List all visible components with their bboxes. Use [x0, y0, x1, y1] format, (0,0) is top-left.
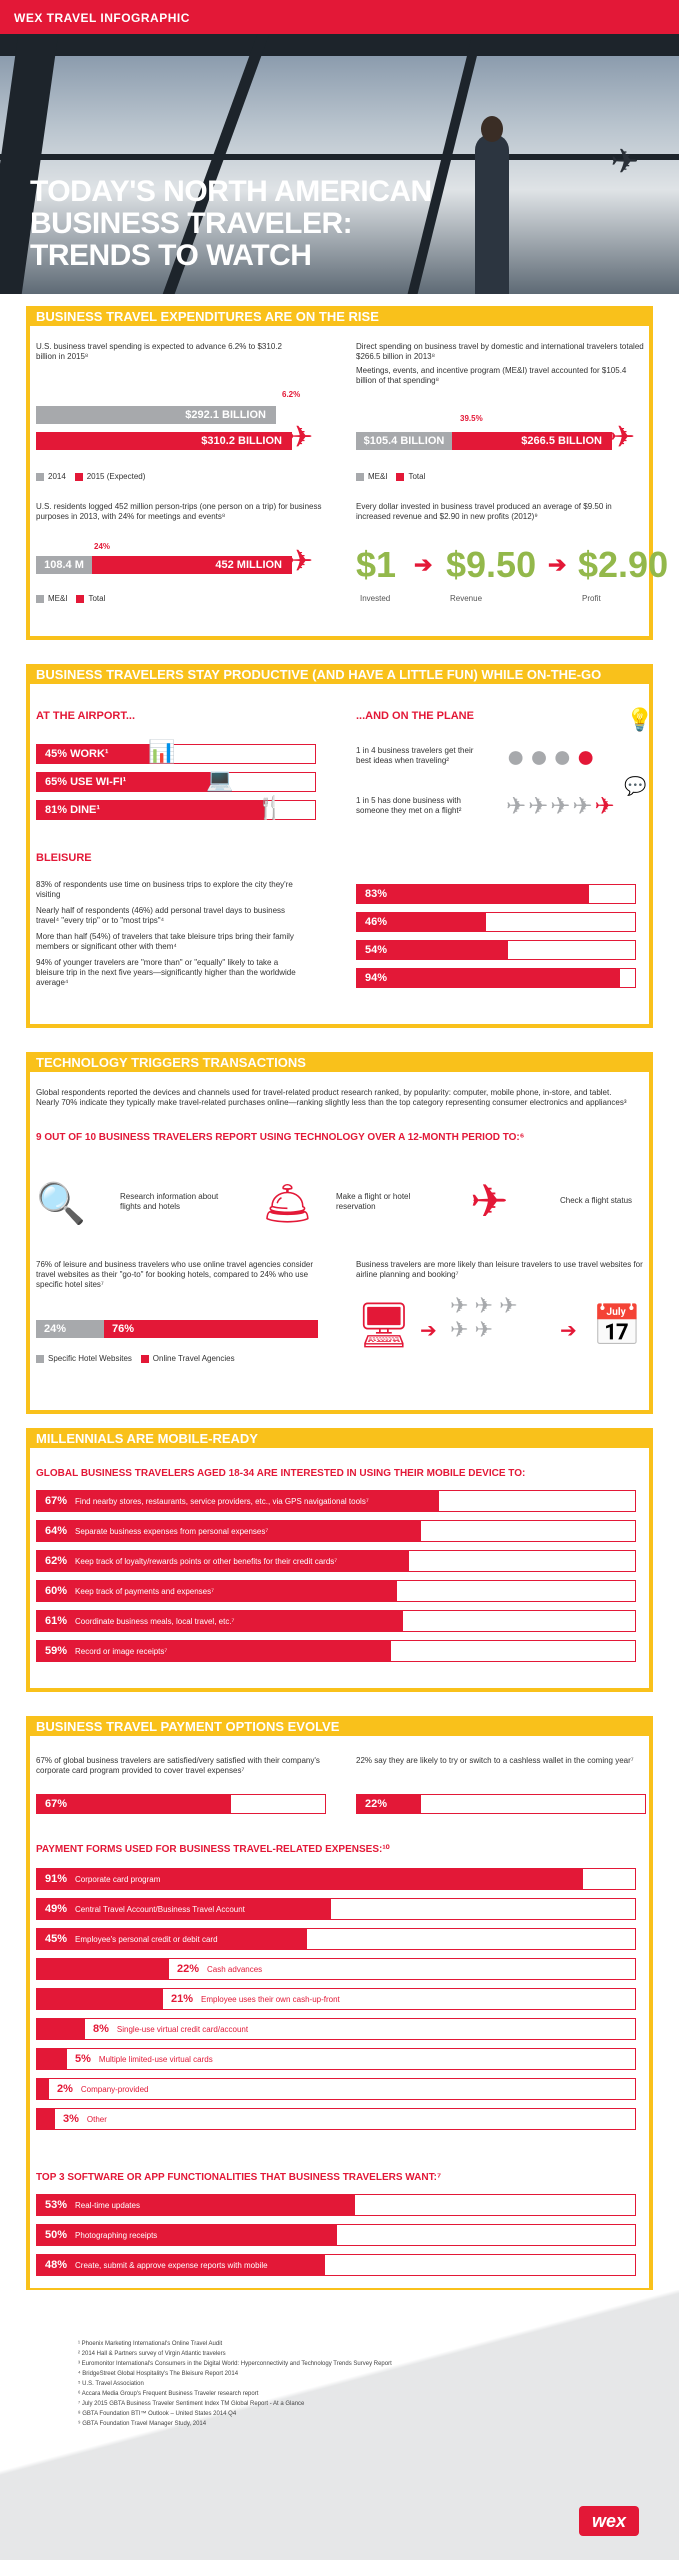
section-header-expenditures: BUSINESS TRAVEL EXPENDITURES ARE ON THE RISE	[26, 306, 653, 326]
payment-row-label-group	[37, 1929, 218, 1949]
hero-title: TODAY'S NORTH AMERICAN BUSINESS TRAVELER: TRENDS TO WATCH	[30, 175, 432, 272]
section-expenditures	[26, 326, 669, 640]
growth-pct: 6.2%	[282, 390, 301, 399]
app-row-fill	[37, 2225, 337, 2245]
bleisure-text: 83% of respondents use time on business trips to explore the city they're visiting	[36, 880, 293, 899]
share-pct: 39.5%	[460, 414, 483, 423]
stat-text: 1 in 4 business travelers get their best ideas when traveling²	[356, 746, 474, 765]
bar-total: $266.5 BILLION	[452, 432, 612, 450]
bar-total: 452 MILLION	[92, 556, 292, 574]
payment-row-label-group	[37, 1869, 160, 1889]
footnote: ⁴ BridgeStreet Global Hospitality's The Bleisure Report 2014	[78, 2371, 239, 2377]
payment-row-label: Cash advances	[207, 1965, 263, 1974]
app-row-label: Create, submit & approve expense reports with mobile	[75, 2261, 268, 2270]
revenue-caption: Revenue	[450, 594, 483, 603]
bleisure-text: 94% of younger travelers are "more than" or "equally" likely to take a bleisure trip in the next five years—significantly higher than the worldwide average⁴	[36, 958, 296, 987]
footnote: ⁸ GBTA Foundation BTI™ Outlook – United States 2014 Q4	[78, 2411, 237, 2417]
tech-use-text: Check a flight status	[560, 1196, 633, 1205]
millennial-row-fill	[37, 1521, 421, 1541]
legend-label: 2015 (Expected)	[86, 472, 146, 481]
payment-row	[36, 2048, 636, 2070]
airplane-icon: ✈	[288, 545, 314, 578]
payment-row-label-group	[163, 1989, 340, 2009]
profit-value: $2.90	[578, 544, 669, 585]
bleisure-bar: 94%	[357, 969, 620, 987]
chart-icon: 📊	[148, 739, 176, 764]
stat-text: Direct spending on business travel by domestic and international travelers totaled $266.5 billion in 2013⁸	[356, 342, 644, 361]
bar-hotel-sites: 24%	[36, 1320, 104, 1338]
footnote: ⁵ U.S. Travel Association	[78, 2381, 144, 2387]
millennial-row-label-group	[37, 1521, 268, 1541]
payment-row	[36, 1898, 636, 1920]
airport-bar-frame	[36, 772, 316, 792]
legend-label: ME&I	[48, 594, 68, 603]
traveler-silhouette	[475, 134, 509, 294]
millennial-row-label: Coordinate business meals, local travel, etc.⁷	[75, 1617, 235, 1626]
magnifier-icon: 🔍	[36, 1182, 86, 1226]
bleisure-bar-frame	[356, 940, 636, 960]
payment-row-label: Multiple limited-use virtual cards	[98, 2055, 213, 2064]
app-row-label: Photographing receipts	[75, 2231, 158, 2240]
app-row	[36, 2194, 636, 2216]
satisfaction-bar: 67%	[37, 1795, 231, 1813]
bar-mei: 108.4 M	[36, 556, 92, 574]
millennial-row-percent: 61%	[45, 1615, 68, 1627]
bleisure-text: More than half (54%) of travelers that take bleisure trips bring their family members or significant other with them⁴	[36, 932, 294, 951]
section-payments	[26, 1736, 653, 2292]
millennial-row	[36, 1490, 636, 1512]
millennial-row-fill	[37, 1641, 391, 1661]
payment-row-fill	[37, 1869, 583, 1889]
arrow-icon: ➔	[560, 1320, 577, 1342]
payment-row-percent: 8%	[93, 2023, 109, 2035]
stat-text: 67% of global business travelers are satisfied/very satisfied with their company's corporate card program provided to cover travel expenses⁷	[36, 1756, 320, 1775]
profit-caption: Profit	[582, 594, 601, 603]
legend-label: Specific Hotel Websites	[48, 1354, 132, 1363]
millennial-row-fill	[37, 1581, 397, 1601]
section-header-payments: BUSINESS TRAVEL PAYMENT OPTIONS EVOLVE	[26, 1716, 653, 1736]
payment-row-label: Company-provided	[80, 2085, 149, 2094]
traveler-head	[481, 116, 503, 142]
bleisure-bar-frame	[356, 884, 636, 904]
payment-row-label: Other	[86, 2115, 107, 2124]
footnote: ⁹ GBTA Foundation Travel Manager Study, 2014	[78, 2421, 207, 2427]
stat-text: Every dollar invested in business travel produced an average of $9.50 in increased revenue and $2.90 in new profits (2012)⁹	[356, 502, 612, 521]
app-row-label-group	[37, 2225, 157, 2245]
legend	[356, 472, 425, 481]
stat-text: U.S. residents logged 452 million person-trips (one person on a trip) for business purposes in 2013, with 24% for meetings and events⁸	[36, 502, 322, 521]
hero-banner	[0, 34, 679, 294]
cashless-bar-frame	[356, 1794, 646, 1814]
bar-online-agencies: 76%	[104, 1320, 318, 1338]
app-row-fill	[37, 2255, 325, 2275]
payment-row-fill	[37, 1929, 307, 1949]
millennial-row-label-group	[37, 1611, 234, 1631]
millennial-row-label-group	[37, 1641, 167, 1661]
plane-heading: ...AND ON THE PLANE	[356, 710, 474, 722]
people-icon: ●●●●	[506, 738, 600, 774]
payment-row	[36, 1928, 636, 1950]
legend	[36, 594, 105, 603]
airport-wifi-bar: 65% USE WI-FI¹	[37, 773, 219, 791]
bleisure-text: Nearly half of respondents (46%) add personal travel days to business travel⁴ "every trip" or to "most trips"⁴	[36, 906, 286, 925]
payment-row-fill	[37, 2109, 55, 2129]
stat-text: U.S. business travel spending is expected to advance 6.2% to $310.2 billion in 2015⁸	[36, 342, 282, 361]
legend-label: Total	[408, 472, 426, 481]
payment-row-label-group	[55, 2109, 107, 2129]
planes-icon: ✈✈✈✈✈	[506, 793, 617, 820]
millennial-row	[36, 1580, 636, 1602]
millennial-row-percent: 64%	[45, 1525, 68, 1537]
millennial-row-fill	[37, 1611, 403, 1631]
bar-2014: $292.1 BILLION	[36, 406, 276, 424]
payment-row	[36, 2018, 636, 2040]
legend-swatch	[141, 1355, 149, 1363]
payment-row-fill	[37, 1899, 331, 1919]
app-row-label-group	[37, 2255, 268, 2275]
payment-row-percent: 21%	[171, 1993, 194, 2005]
app-row-label-group	[37, 2195, 140, 2215]
millennial-row-label-group	[37, 1491, 369, 1511]
payment-row-percent: 22%	[177, 1963, 200, 1975]
bell-icon: 🛎	[262, 1182, 313, 1226]
chat-icon: 💬	[624, 776, 647, 796]
payment-row-label: Corporate card program	[75, 1875, 161, 1884]
laptop-icon: 💻	[206, 767, 234, 792]
legend	[36, 472, 145, 481]
invested-value: $1	[356, 544, 397, 585]
millennial-row-label: Find nearby stores, restaurants, service providers, etc., via GPS navigational tools⁷	[75, 1497, 369, 1506]
cashless-bar: 22%	[357, 1795, 421, 1813]
stat-text: 76% of leisure and business travelers who use online travel agencies consider travel websites as their "go-to" for booking hotels, compared to 24% who use specific hotel sites⁷	[36, 1260, 314, 1289]
millennial-row-percent: 59%	[45, 1645, 68, 1657]
section-productive	[26, 684, 653, 1028]
arrow-icon: ➔	[420, 1320, 437, 1342]
invested-caption: Invested	[360, 594, 391, 603]
legend-label: Online Travel Agencies	[152, 1354, 235, 1363]
satisfaction-bar-frame	[36, 1794, 326, 1814]
stat-text: Business travelers are more likely than leisure travelers to use travel websites for airline planning and booking⁷	[356, 1260, 643, 1279]
millennial-row	[36, 1610, 636, 1632]
millennial-row-label-group	[37, 1551, 337, 1571]
arrow-icon: ➔	[548, 552, 567, 577]
payment-row-percent: 91%	[45, 1873, 68, 1885]
share-pct: 24%	[94, 542, 111, 551]
payment-row-percent: 45%	[45, 1933, 68, 1945]
airport-bar-frame	[36, 744, 316, 764]
millennial-row	[36, 1520, 636, 1542]
millennial-row-fill	[37, 1551, 409, 1571]
browser-search-icon: 🖥	[356, 1301, 412, 1350]
legend-swatch	[396, 473, 404, 481]
intro-text: Global respondents reported the devices and channels used for travel-related product research ranked, by popularity: computer, mobile phone, in-store, and tablet. Nearly 70% indicate they typically make travel-related purchases online—ranking slightly less than the top category representing consumer electronics and appliances³	[36, 1088, 627, 1107]
payment-forms-subheading: PAYMENT FORMS USED FOR BUSINESS TRAVEL-RELATED EXPENSES:¹⁰	[36, 1844, 390, 1855]
payment-row	[36, 1958, 636, 1980]
payment-row-fill	[37, 2049, 67, 2069]
millennial-row-label: Separate business expenses from personal expenses⁷	[75, 1527, 269, 1536]
arrow-icon: ➔	[414, 552, 433, 577]
app-functions-subheading: TOP 3 SOFTWARE OR APP FUNCTIONALITIES THAT BUSINESS TRAVELERS WANT:⁷	[36, 2172, 442, 2183]
window-frame-top	[0, 34, 679, 56]
payment-row-label-group	[37, 1899, 245, 1919]
app-row-percent: 50%	[45, 2229, 68, 2241]
footnote: ¹ Phoenix Marketing International's Online Travel Audit	[78, 2341, 223, 2347]
payment-row	[36, 1868, 636, 1890]
millennial-row-label: Keep track of loyalty/rewards points or other benefits for their credit cards⁷	[75, 1557, 338, 1566]
payment-row-label: Central Travel Account/Business Travel Account	[75, 1905, 245, 1914]
airport-work-bar: 45% WORK¹	[37, 745, 163, 763]
planes-icon: ✈ ✈ ✈ ✈ ✈	[450, 1293, 518, 1342]
section-header-millennials: MILLENNIALS ARE MOBILE-READY	[26, 1428, 653, 1448]
payment-row-fill	[37, 2019, 85, 2039]
millennial-row-label-group	[37, 1581, 214, 1601]
payment-row-percent: 2%	[57, 2083, 73, 2095]
section-millennials	[26, 1448, 653, 1692]
millennial-row	[36, 1550, 636, 1572]
bleisure-bar-frame	[356, 912, 636, 932]
millennial-row-percent: 60%	[45, 1585, 68, 1597]
airplane-icon: ✈	[610, 421, 636, 454]
payment-row-label-group	[67, 2049, 213, 2069]
bar-mei: $105.4 BILLION	[356, 432, 452, 450]
tech-use-text: Make a flight or hotel reservation	[336, 1192, 411, 1211]
legend	[36, 1354, 235, 1363]
app-row-label: Real-time updates	[75, 2201, 140, 2210]
footnote: ⁷ July 2015 GBTA Business Traveler Sentiment Index TM Global Report - At a Glance	[78, 2401, 305, 2407]
payment-row-fill	[37, 1959, 169, 1979]
revenue-value: $9.50	[446, 544, 537, 585]
payment-row-label: Single-use virtual credit card/account	[116, 2025, 249, 2034]
app-row-percent: 53%	[45, 2199, 68, 2211]
airport-heading: AT THE AIRPORT...	[36, 710, 135, 722]
footnote: ² 2014 Hall & Partners survey of Virgin Atlantic travelers	[78, 2351, 226, 2357]
millennial-row	[36, 1640, 636, 1662]
bleisure-heading: BLEISURE	[36, 852, 92, 864]
legend-label: Total	[88, 594, 106, 603]
technology-subheading: 9 OUT OF 10 BUSINESS TRAVELERS REPORT USING TECHNOLOGY OVER A 12-MONTH PERIOD TO:⁶	[36, 1132, 525, 1143]
stat-text: Meetings, events, and incentive program (ME&I) travel accounted for $105.4 billion of that spending⁸	[356, 366, 627, 385]
legend-label: 2014	[48, 472, 66, 481]
stat-text: 22% say they are likely to try or switch to a cashless wallet in the coming year⁷	[356, 1756, 634, 1765]
app-row	[36, 2254, 636, 2276]
legend-swatch	[356, 473, 364, 481]
legend-swatch	[36, 473, 44, 481]
payment-row-percent: 49%	[45, 1903, 68, 1915]
millennial-row-fill	[37, 1491, 439, 1511]
footnote: ⁶ Accara Media Group's Frequent Business Traveler research report	[78, 2391, 259, 2397]
payment-row-label-group	[85, 2019, 248, 2039]
millennial-row-label: Record or image receipts⁷	[75, 1647, 168, 1656]
brand-bar: WEX TRAVEL INFOGRAPHIC	[0, 0, 679, 34]
wex-logo: wex	[579, 2506, 639, 2536]
payment-row	[36, 2078, 636, 2100]
bleisure-bar: 54%	[357, 941, 508, 959]
millennials-subheading: GLOBAL BUSINESS TRAVELERS AGED 18-34 ARE INTERESTED IN USING THEIR MOBILE DEVICE TO:	[36, 1468, 526, 1479]
payment-row-percent: 3%	[63, 2113, 79, 2125]
payment-row-label-group	[169, 1959, 262, 1979]
millennial-row-percent: 67%	[45, 1495, 68, 1507]
section-header-technology: TECHNOLOGY TRIGGERS TRANSACTIONS	[26, 1052, 653, 1072]
legend-swatch	[75, 473, 83, 481]
legend-label: ME&I	[368, 472, 388, 481]
airplane-icon: ✈	[470, 1175, 509, 1227]
payment-row-label: Employee uses their own cash-up-front	[201, 1995, 340, 2004]
millennial-row-percent: 62%	[45, 1555, 68, 1567]
fork-knife-icon: 🍴	[256, 795, 284, 820]
lightbulb-icon: 💡	[626, 707, 654, 732]
payment-row-label-group	[49, 2079, 149, 2099]
app-row-fill	[37, 2195, 355, 2215]
legend-swatch	[36, 595, 44, 603]
footnote: ³ Euromonitor International's Consumers in the Digital World: Hyperconnectivity and Technology Trends Survey Report	[78, 2361, 392, 2367]
section-header-productive: BUSINESS TRAVELERS STAY PRODUCTIVE (AND HAVE A LITTLE FUN) WHILE ON-THE-GO	[26, 664, 653, 684]
bleisure-bar: 83%	[357, 885, 589, 903]
stat-text: 1 in 5 has done business with someone they met on a flight²	[356, 796, 462, 815]
payment-row-label: Employee's personal credit or debit card	[75, 1935, 218, 1944]
bleisure-bar: 46%	[357, 913, 486, 931]
millennial-row-label: Keep track of payments and expenses⁷	[75, 1587, 215, 1596]
legend-swatch	[76, 595, 84, 603]
payment-row-fill	[37, 1989, 163, 2009]
app-row	[36, 2224, 636, 2246]
tech-use-text: Research information about flights and hotels	[120, 1192, 219, 1211]
airport-dine-bar: 81% DINE¹	[37, 801, 265, 819]
app-row-percent: 48%	[45, 2259, 68, 2271]
payment-row-fill	[37, 2079, 49, 2099]
legend-swatch	[36, 1355, 44, 1363]
window-crossbar	[0, 154, 679, 160]
payment-row	[36, 1988, 636, 2010]
calendar-icon: 📅	[592, 1304, 642, 1348]
airplane-icon: ✈	[610, 143, 639, 181]
payment-row	[36, 2108, 636, 2130]
payment-row-percent: 5%	[75, 2053, 91, 2065]
bleisure-bar-frame	[356, 968, 636, 988]
section-technology	[26, 1072, 653, 1414]
bar-2015: $310.2 BILLION	[36, 432, 292, 450]
airplane-icon: ✈	[288, 421, 314, 454]
